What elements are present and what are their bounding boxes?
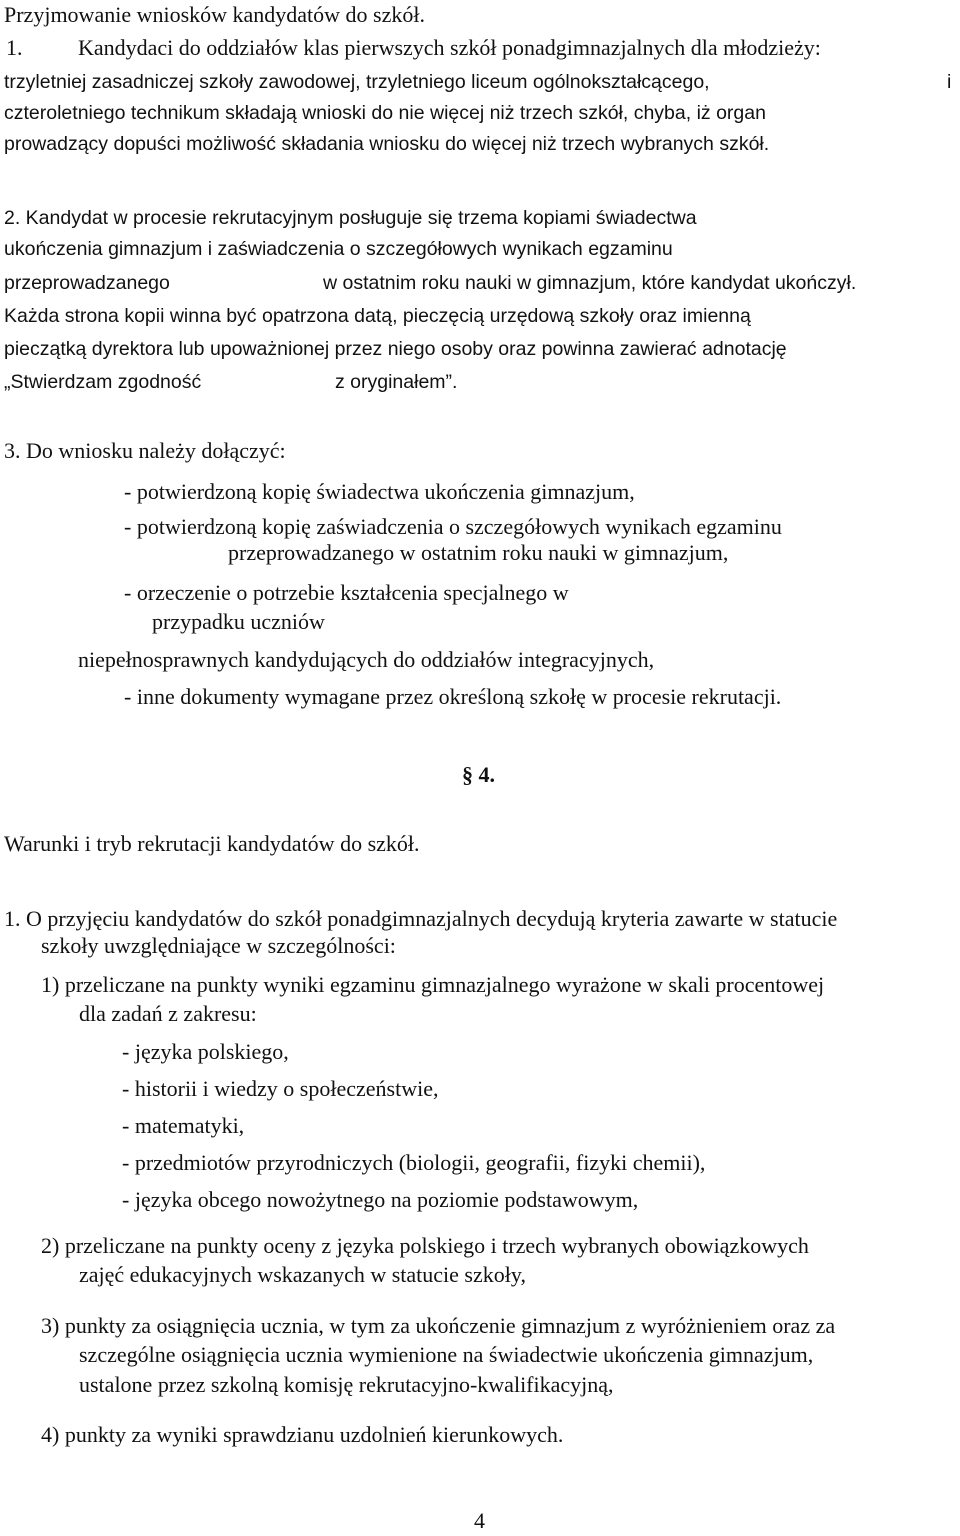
paragraph-line: 1. O przyjęciu kandydatów do szkół ponadgimnazjalnych decydują kryteria zawarte w statucie	[4, 906, 838, 931]
paragraph-line: przeprowadzanego	[4, 272, 170, 294]
sub-item: - matematyki,	[122, 1113, 245, 1138]
paragraph-line: z oryginałem”.	[335, 371, 458, 393]
list-item-continuation: przeprowadzanego w ostatnim roku nauki w gimnazjum,	[228, 540, 729, 565]
sub-item: - języka polskiego,	[122, 1039, 289, 1064]
list-item: 3) punkty za osiągnięcia ucznia, w tym za ukończenie gimnazjum z wyróżnieniem oraz za	[41, 1313, 836, 1338]
list-heading: 3. Do wniosku należy dołączyć:	[4, 438, 286, 463]
list-item-continuation: zajęć edukacyjnych wskazanych w statucie szkoły,	[79, 1262, 526, 1287]
paragraph-line: Kandydaci do oddziałów klas pierwszych szkół ponadgimnazjalnych dla młodzieży:	[78, 35, 821, 60]
list-item: 4) punkty za wyniki sprawdzianu uzdolnień kierunkowych.	[41, 1422, 564, 1447]
list-item-continuation: niepełnosprawnych kandydujących do oddziałów integracyjnych,	[78, 647, 655, 672]
list-item-continuation: szczególne osiągnięcia ucznia wymienione na świadectwie ukończenia gimnazjum,	[79, 1342, 814, 1367]
paragraph-line: szkoły uwzględniające w szczególności:	[41, 933, 396, 958]
paragraph-line: „Stwierdzam zgodność	[4, 371, 202, 393]
paragraph-line: 2. Kandydat w procesie rekrutacyjnym posługuje się trzema kopiami świadectwa	[4, 207, 697, 229]
paragraph-line: prowadzący dopuści możliwość składania wniosku do więcej niż trzech wybranych szkół.	[4, 133, 770, 155]
paragraph-line: trzyletniej zasadniczej szkoły zawodowej, trzyletniego liceum ogólnokształcącego,	[4, 71, 710, 93]
paragraph-line: pieczątką dyrektora lub upoważnionej przez niego osoby oraz powinna zawierać adnotację	[4, 338, 787, 360]
section-heading: Przyjmowanie wniosków kandydatów do szkół.	[4, 2, 425, 27]
page-number: 4	[474, 1508, 485, 1533]
item-number: 1.	[6, 35, 23, 60]
sub-item: - historii i wiedzy o społeczeństwie,	[122, 1076, 439, 1101]
list-item: - potwierdzoną kopię zaświadczenia o szczegółowych wynikach egzaminu	[124, 514, 782, 539]
list-item: - orzeczenie o potrzebie kształcenia specjalnego w	[124, 580, 569, 605]
list-item: 2) przeliczane na punkty oceny z języka polskiego i trzech wybranych obowiązkowych	[41, 1233, 809, 1258]
sub-item: - przedmiotów przyrodniczych (biologii, geografii, fizyki chemii),	[122, 1150, 706, 1175]
section-heading: Warunki i tryb rekrutacji kandydatów do szkół.	[4, 831, 420, 856]
list-item: - inne dokumenty wymagane przez określoną szkołę w procesie rekrutacji.	[124, 684, 782, 709]
paragraph-line: czteroletniego technikum składają wnioski do nie więcej niż trzech szkół, chyba, iż organ	[4, 102, 766, 124]
sub-item: - języka obcego nowożytnego na poziomie podstawowym,	[122, 1187, 639, 1212]
list-item-continuation: przypadku uczniów	[152, 609, 325, 634]
list-item: - potwierdzoną kopię świadectwa ukończenia gimnazjum,	[124, 479, 635, 504]
list-item-continuation: dla zadań z zakresu:	[79, 1001, 257, 1026]
list-item-continuation: ustalone przez szkolną komisję rekrutacyjno-kwalifikacyjną,	[79, 1372, 614, 1397]
paragraph-line: i	[947, 71, 952, 93]
paragraph-line: w ostatnim roku nauki w gimnazjum, które kandydat ukończył.	[323, 272, 857, 294]
paragraph-line: ukończenia gimnazjum i zaświadczenia o szczegółowych wynikach egzaminu	[4, 238, 673, 260]
section-mark: § 4.	[462, 762, 495, 787]
list-item: 1) przeliczane na punkty wyniki egzaminu gimnazjalnego wyrażone w skali procentowej	[41, 972, 825, 997]
paragraph-line: Każda strona kopii winna być opatrzona datą, pieczęcią urzędową szkoły oraz imienną	[4, 305, 751, 327]
